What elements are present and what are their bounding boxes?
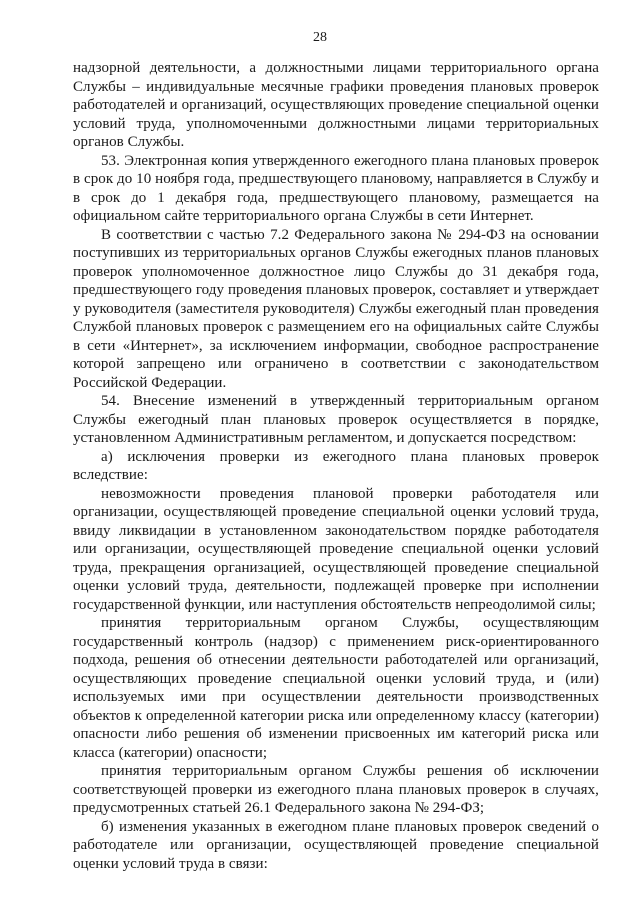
paragraph-53: 53. Электронная копия утвержденного ежегодного плана плановых проверок в срок до 10 ноября года, предшествующего плановому, направляется в Службу и в срок до 1 декабря года, предшествующего плановому, размещается на официальном сайте территориального органа Службы в сети Интернет. (73, 152, 599, 224)
paragraph-continuation: надзорной деятельности, а должностными лицами территориального органа Службы – индивидуальные месячные графики проведения плановых проверок работодателей и организаций, осуществляющих проведение специальной оценки условий труда, уполномоченными должностными лицами территориальных органов Службы. (73, 60, 599, 150)
paragraph-impossibility: невозможности проведения плановой проверки работодателя или организации, осуществляющей проведение специальной оценки условий труда, ввиду ликвидации в установленном законодательством порядке работодателя или организации, осуществляющей проведение специальной оценки условий труда, прекращения организацией, осуществляющей проведение специальной оценки условий труда, деятельности, подлежащей проверке при исполнении государственной функции, или наступления обстоятельств непреодолимой силы; (73, 485, 599, 613)
document-body (73, 59, 599, 873)
paragraph-item-a: а) исключения проверки из ежегодного плана плановых проверок вследствие: (73, 448, 599, 483)
paragraph-item-b: б) изменения указанных в ежегодном плане плановых проверок сведений о работодателе или организации, осуществляющей проведение специальной оценки условий труда в связи: (73, 818, 599, 872)
paragraph-54: 54. Внесение изменений в утвержденный территориальным органом Службы ежегодный план плановых проверок осуществляется в порядке, установленном Административным регламентом, и допускается посредством: (73, 393, 599, 446)
paragraph-annual-plan: В соответствии с частью 7.2 Федерального закона № 294-ФЗ на основании поступивших из территориальных органов Службы ежегодных планов плановых проверок уполномоченное должностное лицо Службы до 31 декабря года, предшествующего году проведения плановых проверок, составляет и утверждает у руководителя (заместителя руководителя) Службы ежегодный план проведения Службой плановых проверок с размещением его на официальных сайте Службы в сети «Интернет», за исключением информации, свободное распространение которой запрещено или ограничено в соответствии с законодательством Российской Федерации. (73, 226, 599, 391)
page-number: 28 (313, 30, 327, 45)
paragraph-exclusion-decision: принятия территориальным органом Службы решения об исключении соответствующей проверки из ежегодного плана плановых проверок в случаях, предусмотренных статьей 26.1 Федерального закона № 294-ФЗ; (73, 763, 599, 816)
paragraph-risk-decision: принятия территориальным органом Службы, осуществляющим государственный контроль (надзор) с применением риск-ориентированного подхода, решения об отнесении деятельности работодателей или организаций, осуществляющих проведение специальной оценки условий труда, и (или) используемых ими при осуществлении деятельности производственных объектов к определенной категории риска или определенному классу (категории) опасности либо решения об изменении присвоенных им категорий риска или класса (категории) опасности; (73, 615, 599, 761)
